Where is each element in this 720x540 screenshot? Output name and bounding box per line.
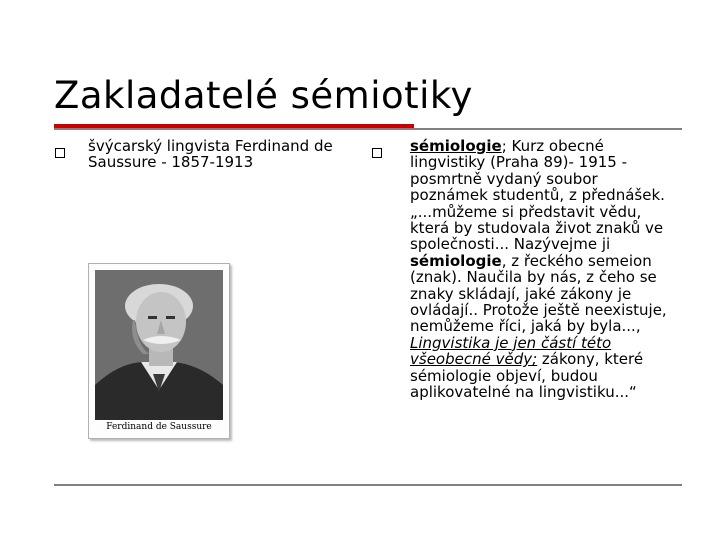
right-bullet-text <box>410 138 675 401</box>
bullet-marker-left <box>55 148 65 158</box>
photo-caption: Ferdinand de Saussure <box>106 422 212 432</box>
bullet-marker-right <box>372 148 382 158</box>
term-semiologie-2: sémiologie <box>410 251 502 270</box>
portrait-image <box>95 270 223 420</box>
footer-rule <box>54 484 682 486</box>
term-semiologie: sémiologie <box>410 137 502 155</box>
slide-title: Zakladatelé sémiotiky <box>54 74 473 117</box>
quote-part-2: , z řeckého semeion (znak). Naučila by nás, z čeho se znaky skládají, jaké zákony je ovládají.. Protože ještě neexistuje, nemůžeme říci, jaká by byla..., <box>410 251 667 336</box>
title-underline <box>54 128 682 130</box>
quote-part-3: zákony, které sémiologie objeví, budou aplikovatelné na lingvistiku...“ <box>410 350 644 402</box>
left-bullet-text: švýcarský lingvista Ferdinand de Saussure - 1857-1913 <box>88 137 333 172</box>
quote-italic: Lingvistika je jen částí této všeobecné vědy; <box>410 333 612 369</box>
quote-part-1: ; Kurz obecné lingvistiky (Praha 89)- 1915 - posmrtně vydaný soubor poznámek studentů, z přednášek. „...můžeme si představit vědu, která by studovala život znaků ve společnosti... Nazývejme ji <box>410 137 665 254</box>
portrait-photo <box>88 263 230 439</box>
